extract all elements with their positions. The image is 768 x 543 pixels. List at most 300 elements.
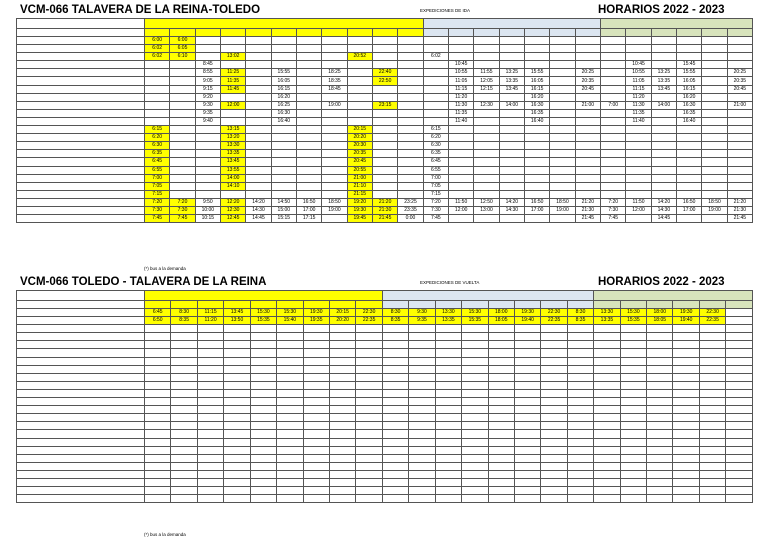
time-cell [601, 142, 626, 150]
time-cell [541, 438, 567, 446]
time-cell [499, 174, 524, 182]
timetable-vuelta [16, 290, 753, 503]
stop-name [17, 341, 145, 349]
time-cell [727, 45, 752, 53]
time-cell [409, 462, 435, 470]
time-cell [541, 470, 567, 478]
time-cell: 19:30 [347, 206, 372, 214]
time-cell: 11:45 [220, 85, 245, 93]
time-cell [575, 174, 600, 182]
time-cell [702, 158, 727, 166]
time-cell: 18:25 [322, 69, 347, 77]
time-cell [224, 446, 250, 454]
time-cell: 11:50 [449, 198, 474, 206]
time-cell [435, 341, 461, 349]
time-cell: 6:35 [423, 150, 448, 158]
time-cell: 8:45 [195, 61, 220, 69]
time-cell [303, 414, 329, 422]
time-cell [673, 341, 699, 349]
stop-name [17, 174, 145, 182]
time-cell [277, 414, 303, 422]
time-cell [699, 357, 725, 365]
time-cell [462, 357, 488, 365]
time-cell [726, 406, 752, 414]
time-cell [626, 45, 651, 53]
time-cell [651, 190, 676, 198]
season-label: HORARIOS 2022 - 2023 [598, 276, 725, 288]
time-cell [409, 325, 435, 333]
time-cell [296, 37, 321, 45]
time-cell [726, 470, 752, 478]
time-cell [601, 117, 626, 125]
time-cell: 13:00 [474, 206, 499, 214]
time-cell [303, 462, 329, 470]
time-cell [541, 341, 567, 349]
time-cell [525, 182, 550, 190]
time-cell [303, 438, 329, 446]
time-cell: 21:45 [575, 215, 600, 223]
time-cell [197, 389, 223, 397]
time-cell [514, 349, 540, 357]
time-cell: 13:25 [651, 69, 676, 77]
time-cell [329, 357, 355, 365]
time-cell [651, 37, 676, 45]
time-cell [409, 495, 435, 503]
time-cell [322, 190, 347, 198]
time-cell [224, 341, 250, 349]
time-cell [499, 190, 524, 198]
time-cell [474, 109, 499, 117]
time-cell: 16:05 [525, 77, 550, 85]
time-cell: 9:40 [195, 117, 220, 125]
time-cell [329, 422, 355, 430]
time-cell: 18:00 [488, 309, 514, 317]
time-cell [372, 37, 397, 45]
time-cell: 7:00 [423, 174, 448, 182]
time-cell: 13:45 [220, 158, 245, 166]
time-cell [171, 333, 197, 341]
time-cell: 11:35 [626, 109, 651, 117]
time-cell [567, 389, 593, 397]
time-cell [423, 93, 448, 101]
time-cell [250, 365, 276, 373]
time-cell [398, 93, 423, 101]
time-cell: 6:10 [170, 53, 195, 61]
time-cell [322, 37, 347, 45]
time-cell: 16:50 [296, 198, 321, 206]
departure-time [220, 29, 245, 37]
time-cell: 21:20 [372, 198, 397, 206]
time-cell [541, 487, 567, 495]
departure-time [382, 301, 408, 309]
time-cell [601, 85, 626, 93]
time-cell [435, 389, 461, 397]
time-cell: 11:40 [449, 117, 474, 125]
time-cell: 7:45 [145, 215, 170, 223]
time-cell [567, 398, 593, 406]
time-cell [567, 495, 593, 503]
time-cell [514, 438, 540, 446]
time-cell [246, 117, 271, 125]
time-cell [329, 381, 355, 389]
time-cell [567, 446, 593, 454]
time-cell [647, 414, 673, 422]
time-cell [277, 438, 303, 446]
time-cell: 16:35 [677, 109, 702, 117]
time-cell [647, 487, 673, 495]
time-cell: 11:55 [474, 69, 499, 77]
time-cell [550, 150, 575, 158]
time-cell [296, 166, 321, 174]
time-cell [488, 325, 514, 333]
time-cell [170, 109, 195, 117]
time-cell [620, 495, 646, 503]
time-cell: 11:05 [449, 77, 474, 85]
time-cell: 20:15 [329, 309, 355, 317]
time-cell [423, 85, 448, 93]
time-cell [296, 150, 321, 158]
time-cell [250, 422, 276, 430]
time-cell: 20:55 [347, 166, 372, 174]
time-cell [727, 158, 752, 166]
stop-name [17, 206, 145, 214]
time-cell [303, 495, 329, 503]
time-cell: 18:50 [550, 198, 575, 206]
time-cell [356, 446, 382, 454]
time-cell [499, 182, 524, 190]
stop-name [17, 357, 145, 365]
time-cell [322, 109, 347, 117]
time-cell [499, 126, 524, 134]
time-cell: 20:25 [727, 69, 752, 77]
time-cell: 13:45 [499, 85, 524, 93]
time-cell [372, 109, 397, 117]
time-cell [726, 325, 752, 333]
time-cell [145, 487, 171, 495]
time-cell: 18:50 [322, 198, 347, 206]
time-cell [647, 438, 673, 446]
time-cell [620, 487, 646, 495]
time-cell [398, 150, 423, 158]
time-cell: 19:30 [673, 309, 699, 317]
time-cell: 13:02 [220, 53, 245, 61]
time-cell [409, 470, 435, 478]
time-cell [647, 325, 673, 333]
time-cell [435, 446, 461, 454]
time-cell [699, 478, 725, 486]
time-cell [488, 454, 514, 462]
time-cell [329, 325, 355, 333]
time-cell [220, 109, 245, 117]
time-cell [726, 309, 752, 317]
time-cell [250, 478, 276, 486]
time-cell: 15:30 [277, 309, 303, 317]
time-cell [726, 341, 752, 349]
time-cell [171, 478, 197, 486]
time-cell [474, 174, 499, 182]
time-cell [594, 398, 620, 406]
time-cell [356, 495, 382, 503]
stop-name [17, 487, 145, 495]
time-cell [727, 61, 752, 69]
time-cell [673, 373, 699, 381]
time-cell [575, 93, 600, 101]
time-cell [382, 373, 408, 381]
time-cell [409, 406, 435, 414]
time-cell [197, 365, 223, 373]
time-cell [525, 150, 550, 158]
time-cell [647, 365, 673, 373]
time-cell [409, 487, 435, 495]
time-cell: 13:35 [435, 317, 461, 325]
time-cell: 7:30 [145, 206, 170, 214]
time-cell [474, 53, 499, 61]
time-cell [271, 45, 296, 53]
time-cell [303, 430, 329, 438]
time-cell [195, 142, 220, 150]
time-cell [626, 174, 651, 182]
time-cell: 18:50 [702, 198, 727, 206]
time-cell [246, 126, 271, 134]
schedule-vuelta [16, 276, 752, 537]
time-cell [514, 414, 540, 422]
time-cell [329, 454, 355, 462]
time-cell [677, 166, 702, 174]
time-cell [462, 462, 488, 470]
time-cell [398, 134, 423, 142]
time-cell [462, 373, 488, 381]
time-cell [525, 215, 550, 223]
time-cell [250, 349, 276, 357]
time-cell: 6:20 [423, 134, 448, 142]
time-cell [525, 142, 550, 150]
time-cell: 13:15 [220, 126, 245, 134]
time-cell: 13:35 [651, 77, 676, 85]
time-cell [409, 365, 435, 373]
time-cell [702, 166, 727, 174]
time-cell [702, 69, 727, 77]
time-cell [449, 53, 474, 61]
time-cell [462, 438, 488, 446]
time-cell [356, 381, 382, 389]
time-cell: 19:40 [673, 317, 699, 325]
time-cell [250, 357, 276, 365]
time-cell [372, 142, 397, 150]
time-cell [382, 478, 408, 486]
time-cell [647, 341, 673, 349]
time-cell [647, 422, 673, 430]
time-cell [423, 77, 448, 85]
time-cell [197, 422, 223, 430]
time-cell [673, 406, 699, 414]
time-cell [423, 61, 448, 69]
time-cell [382, 357, 408, 365]
time-cell [567, 373, 593, 381]
time-cell [372, 190, 397, 198]
time-cell [347, 61, 372, 69]
time-cell [409, 349, 435, 357]
time-cell [488, 478, 514, 486]
time-cell [541, 446, 567, 454]
stop-name [17, 53, 145, 61]
time-cell [488, 365, 514, 373]
time-cell [372, 93, 397, 101]
time-cell: 13:45 [224, 309, 250, 317]
time-cell [197, 414, 223, 422]
time-cell [170, 126, 195, 134]
time-cell [647, 373, 673, 381]
time-cell [170, 69, 195, 77]
time-cell [435, 478, 461, 486]
time-cell [514, 365, 540, 373]
time-cell [673, 357, 699, 365]
time-cell [303, 454, 329, 462]
time-cell [277, 495, 303, 503]
time-cell [702, 101, 727, 109]
time-cell [171, 373, 197, 381]
time-cell [224, 398, 250, 406]
time-cell [514, 478, 540, 486]
time-cell [409, 341, 435, 349]
time-cell [435, 422, 461, 430]
time-cell [224, 333, 250, 341]
time-cell [449, 182, 474, 190]
time-cell [197, 454, 223, 462]
stop-name [17, 495, 145, 503]
departure-time [423, 29, 448, 37]
time-cell [197, 325, 223, 333]
time-cell [271, 61, 296, 69]
time-cell [171, 349, 197, 357]
time-cell [423, 117, 448, 125]
time-cell: 18:45 [322, 85, 347, 93]
time-cell: 22:35 [699, 317, 725, 325]
time-cell [525, 61, 550, 69]
time-cell: 14:10 [220, 182, 245, 190]
stop-name [17, 446, 145, 454]
time-cell [170, 85, 195, 93]
time-cell [277, 430, 303, 438]
time-cell [145, 438, 171, 446]
time-cell [250, 430, 276, 438]
time-cell: 9:35 [195, 109, 220, 117]
time-cell: 20:20 [347, 134, 372, 142]
time-cell [726, 446, 752, 454]
time-cell [356, 462, 382, 470]
time-cell [651, 117, 676, 125]
time-cell: 7:15 [423, 190, 448, 198]
time-cell [435, 454, 461, 462]
departure-time [673, 301, 699, 309]
time-cell [409, 422, 435, 430]
time-cell [145, 470, 171, 478]
time-cell [322, 142, 347, 150]
stop-name [17, 349, 145, 357]
time-cell [620, 341, 646, 349]
time-cell: 12:30 [220, 206, 245, 214]
time-cell [651, 134, 676, 142]
time-cell [677, 126, 702, 134]
time-cell [277, 406, 303, 414]
time-cell [726, 478, 752, 486]
time-cell [382, 341, 408, 349]
time-cell [541, 406, 567, 414]
time-cell [474, 215, 499, 223]
time-cell [171, 357, 197, 365]
time-cell [246, 45, 271, 53]
time-cell: 19:00 [322, 101, 347, 109]
time-cell [277, 365, 303, 373]
time-cell [550, 117, 575, 125]
time-cell [329, 365, 355, 373]
time-cell [246, 134, 271, 142]
time-cell [398, 158, 423, 166]
time-cell [594, 365, 620, 373]
time-cell: 10:55 [626, 69, 651, 77]
time-cell: 21:15 [347, 190, 372, 198]
time-cell [462, 389, 488, 397]
time-cell [647, 478, 673, 486]
time-cell [449, 158, 474, 166]
time-cell [726, 333, 752, 341]
time-cell [246, 53, 271, 61]
time-cell [651, 142, 676, 150]
time-cell [382, 414, 408, 422]
time-cell: 14:00 [499, 101, 524, 109]
time-cell [514, 325, 540, 333]
time-cell [382, 381, 408, 389]
time-cell: 9:20 [195, 93, 220, 101]
time-cell [474, 126, 499, 134]
time-cell [541, 398, 567, 406]
time-cell: 18:00 [647, 309, 673, 317]
time-cell: 21:30 [727, 206, 752, 214]
time-cell [514, 357, 540, 365]
time-cell [673, 333, 699, 341]
time-cell [525, 166, 550, 174]
time-cell: 13:55 [220, 166, 245, 174]
time-cell [488, 341, 514, 349]
time-cell [171, 470, 197, 478]
time-cell [525, 190, 550, 198]
time-cell [372, 45, 397, 53]
time-cell [171, 414, 197, 422]
time-cell [651, 158, 676, 166]
time-cell [277, 389, 303, 397]
time-cell [541, 373, 567, 381]
time-cell [224, 422, 250, 430]
time-cell: 13:35 [220, 150, 245, 158]
time-cell [541, 389, 567, 397]
time-cell [250, 462, 276, 470]
time-cell [699, 454, 725, 462]
time-cell [329, 462, 355, 470]
season-label: HORARIOS 2022 - 2023 [598, 4, 725, 16]
time-cell: 13:20 [220, 134, 245, 142]
time-cell [224, 381, 250, 389]
time-cell [250, 381, 276, 389]
time-cell: 12:50 [474, 198, 499, 206]
stop-name [17, 166, 145, 174]
time-cell [726, 398, 752, 406]
time-cell [702, 93, 727, 101]
time-cell [398, 126, 423, 134]
time-cell [575, 45, 600, 53]
direction-label: EXPEDICIONES DE IDA [420, 8, 471, 13]
time-cell [514, 333, 540, 341]
time-cell [699, 446, 725, 454]
time-cell: 17:00 [525, 206, 550, 214]
